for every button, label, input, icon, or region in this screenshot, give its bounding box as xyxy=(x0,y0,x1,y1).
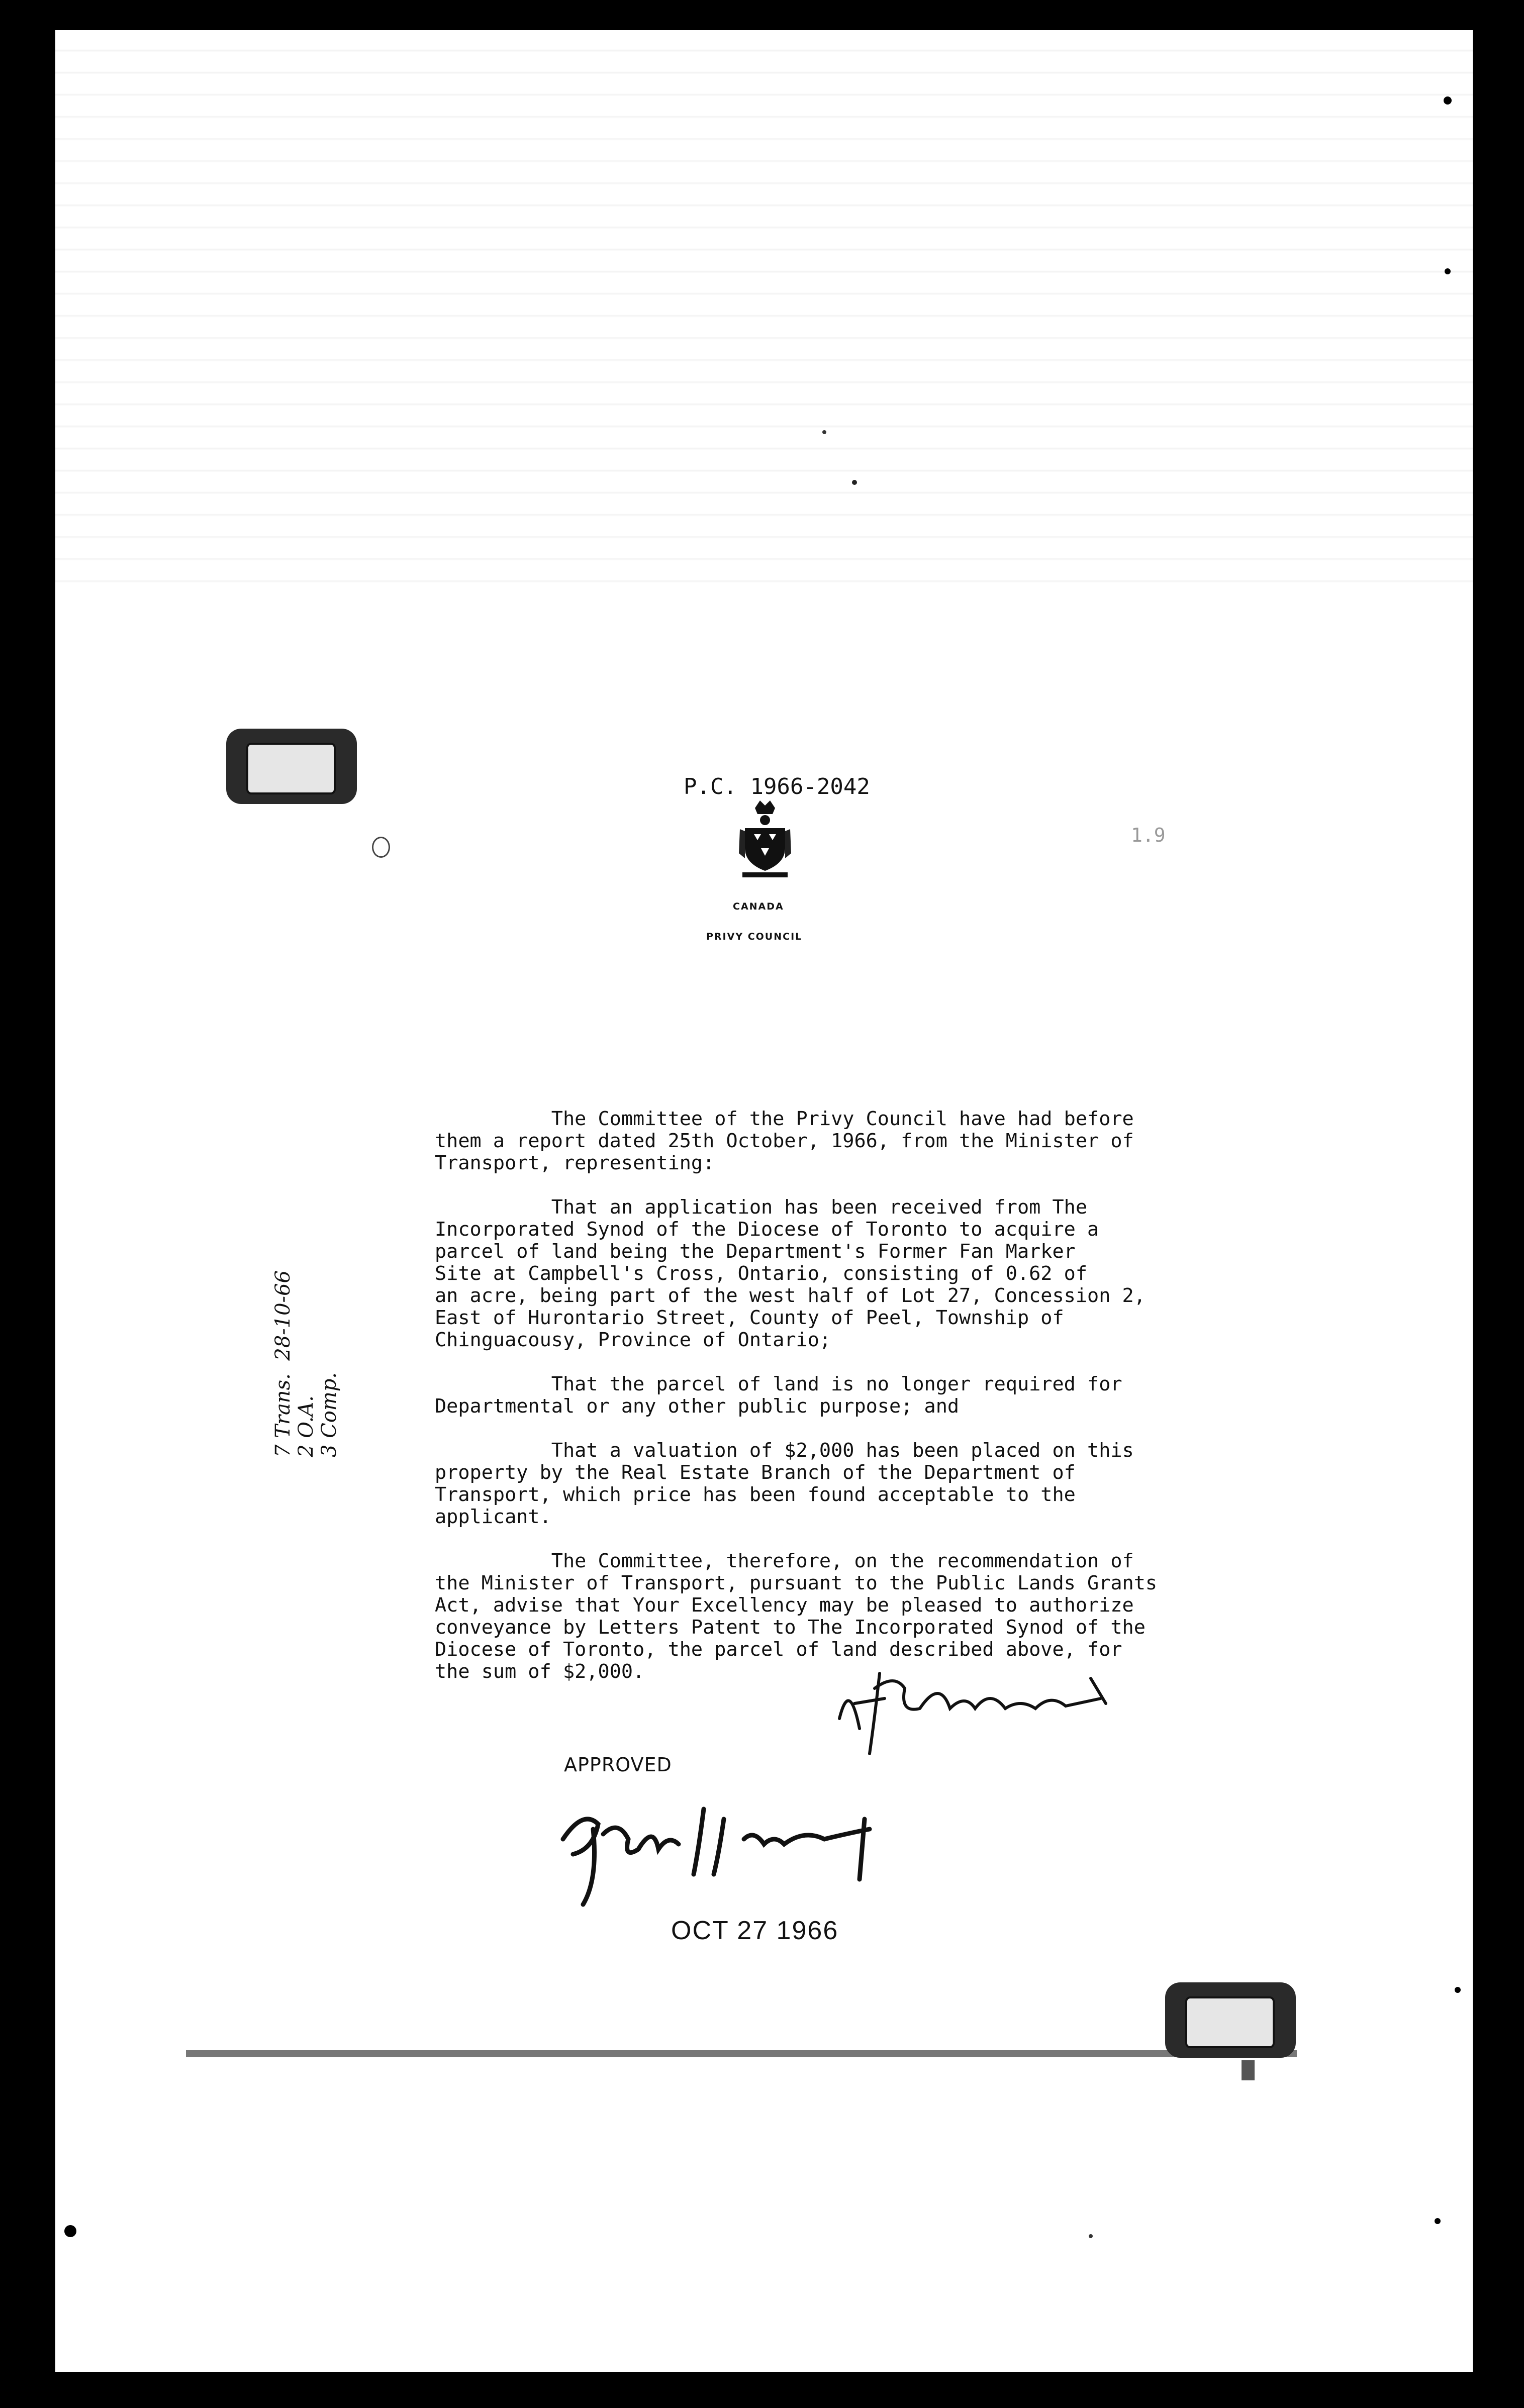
body-line: Site at Campbell's Cross, Ontario, consisting of 0.62 of xyxy=(435,1262,1088,1285)
scan-streaks xyxy=(55,30,1473,583)
body-line: them a report dated 25th October, 1966, from the Minister of xyxy=(435,1130,1134,1152)
margin-note-line: 7 Trans. 28-10-66 xyxy=(271,1270,295,1457)
body-line: conveyance by Letters Patent to The Incorporated Synod of the xyxy=(435,1616,1146,1639)
body-line: Departmental or any other public purpose; and xyxy=(435,1395,960,1418)
body-line: That the parcel of land is no longer required for xyxy=(435,1373,1122,1395)
body-line xyxy=(435,1528,1219,1550)
coat-of-arms-icon xyxy=(735,798,795,883)
handwritten-margin-note xyxy=(271,1270,341,1457)
council-label: PRIVY COUNCIL xyxy=(706,931,803,942)
body-line: the Minister of Transport, pursuant to the Public Lands Grants xyxy=(435,1572,1158,1594)
body-line xyxy=(435,1418,1219,1440)
body-line: property by the Real Estate Branch of the Department of xyxy=(435,1461,1076,1484)
body-line: Act, advise that Your Excellency may be pleased to authorize xyxy=(435,1594,1134,1617)
sheet-bottom-edge xyxy=(186,2050,1297,2057)
approval-date-stamp: OCT 27 1966 xyxy=(671,1916,839,1945)
binder-clip-top xyxy=(226,729,357,804)
margin-note-line: 2 O.A. xyxy=(295,1395,318,1457)
body-line: Chinguacousy, Province of Ontario; xyxy=(435,1329,831,1351)
body-line: East of Hurontario Street, County of Peel, Township of xyxy=(435,1307,1064,1329)
body-line: the sum of $2,000. xyxy=(435,1660,645,1683)
body-line: That an application has been received from The xyxy=(435,1196,1088,1219)
approved-label: APPROVED xyxy=(564,1754,672,1776)
punch-hole-mark xyxy=(372,837,390,858)
margin-note-line: 3 Comp. xyxy=(318,1372,341,1457)
body-line: parcel of land being the Department's Former Fan Marker xyxy=(435,1240,1076,1263)
body-line: an acre, being part of the west half of Lot 27, Concession 2, xyxy=(435,1284,1146,1307)
body-line xyxy=(435,1174,1219,1196)
body-line: Transport, representing: xyxy=(435,1152,715,1174)
minister-signature xyxy=(819,1658,1131,1759)
body-line: The Committee of the Privy Council have had before xyxy=(435,1108,1134,1130)
order-body xyxy=(435,1108,1219,1683)
body-line: Incorporated Synod of the Diocese of Toronto to acquire a xyxy=(435,1218,1099,1241)
body-line: applicant. xyxy=(435,1506,551,1528)
corner-mark: 1.9 xyxy=(1131,824,1166,846)
body-line: The Committee, therefore, on the recommendation of xyxy=(435,1550,1134,1572)
body-line: Diocese of Toronto, the parcel of land described above, for xyxy=(435,1638,1122,1661)
body-line: That a valuation of $2,000 has been placed on this xyxy=(435,1439,1134,1462)
body-line xyxy=(435,1351,1219,1373)
governor-general-signature xyxy=(553,1789,895,1910)
order-number: P.C. 1966-2042 xyxy=(684,774,870,799)
body-line: Transport, which price has been found acceptable to the xyxy=(435,1483,1076,1506)
binder-clip-bottom xyxy=(1165,1982,1296,2058)
country-label: CANADA xyxy=(733,901,784,912)
